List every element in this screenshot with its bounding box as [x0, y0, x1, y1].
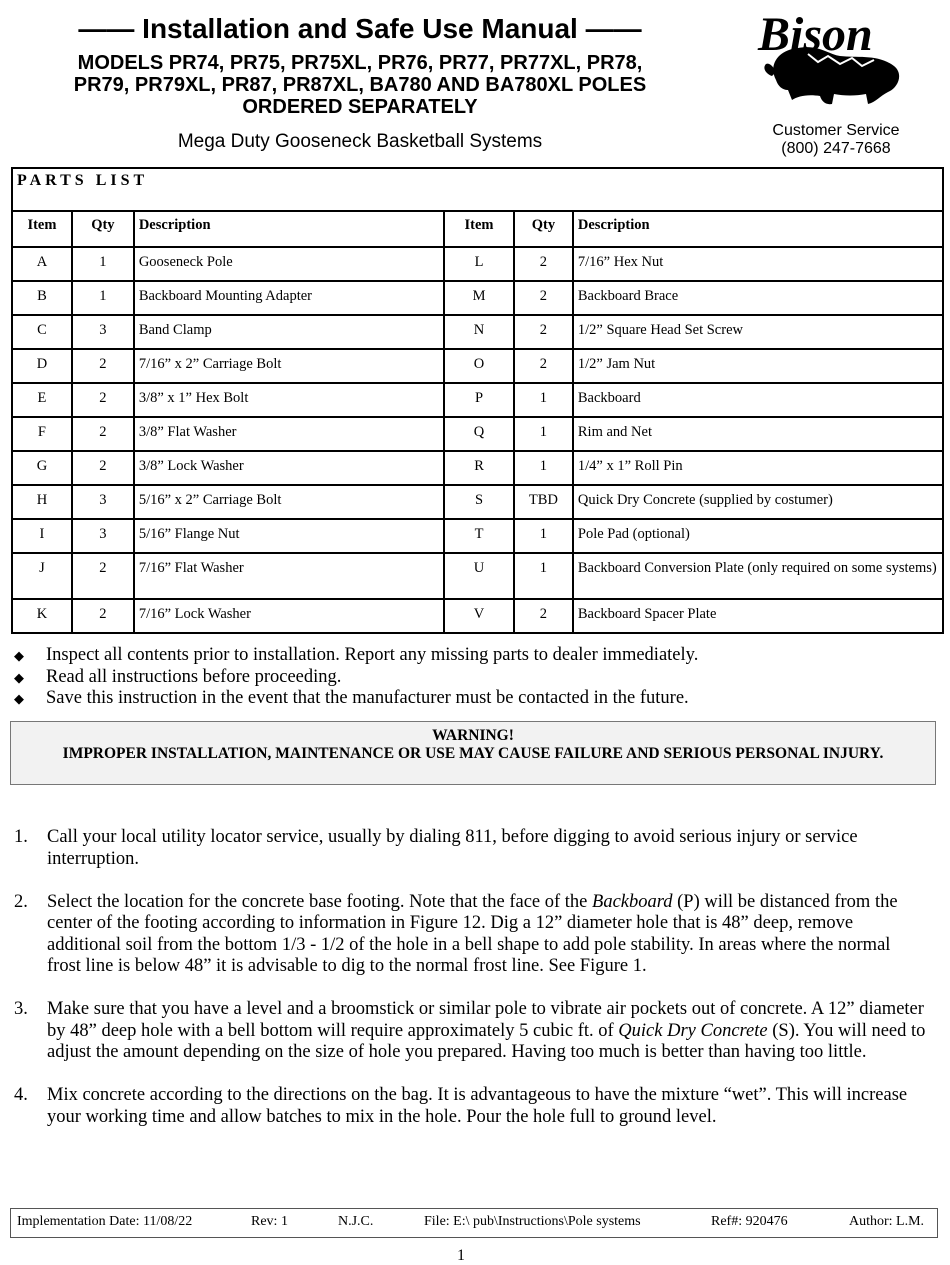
step-text: Call your local utility locator service, usually by dialing 811, before digging to avoid serious injury or service interruption. [47, 827, 858, 869]
quantity: 1 [514, 519, 573, 553]
item-letter: N [444, 315, 514, 349]
note-item: ◆ Save this instruction in the event that the manufacturer must be contacted in the future. [14, 688, 689, 708]
step-text: Mix concrete according to the directions on the bag. It is advantageous to have the mixture “wet”. This will increase your working time and allow batches to mix in the hole. Pour the hole full to ground level. [47, 1085, 908, 1127]
item-letter: B [12, 281, 72, 315]
quantity: 1 [514, 417, 573, 451]
step-number: 4. [14, 1085, 28, 1105]
description: Backboard Spacer Plate [573, 599, 943, 633]
item-letter: Q [444, 417, 514, 451]
step-text: Select the location for the concrete base footing. Note that the face of the [47, 891, 593, 912]
item-letter: P [444, 383, 514, 417]
quantity: 1 [72, 281, 134, 315]
step-emphasis: Backboard [592, 891, 673, 912]
page-number: 1 [457, 1247, 465, 1264]
column-header: Qty [514, 211, 573, 247]
item-letter: R [444, 451, 514, 485]
item-letter: H [12, 485, 72, 519]
item-letter: I [12, 519, 72, 553]
description: Gooseneck Pole [134, 247, 444, 281]
quantity: 2 [514, 281, 573, 315]
description: 3/8” Lock Washer [134, 451, 444, 485]
footer-revision: Rev: 1 [251, 1214, 288, 1229]
table-row [12, 451, 943, 485]
quantity: 2 [72, 599, 134, 633]
step-text: Make sure that you have a level and a broomstick or similar pole to vibrate air pockets out of concrete. A 12” diameter by 48” deep hole with a bell bottom will require approximately 5 cubic ft. of [47, 999, 924, 1041]
description: 1/2” Square Head Set Screw [573, 315, 943, 349]
bison-logo [748, 10, 926, 110]
description: Backboard [573, 383, 943, 417]
quantity: 2 [514, 247, 573, 281]
quantity: 3 [72, 485, 134, 519]
table-row [12, 383, 943, 417]
table-row [12, 349, 943, 383]
column-header: Item [12, 211, 72, 247]
description: Band Clamp [134, 315, 444, 349]
table-row [12, 281, 943, 315]
step-emphasis: Quick Dry Concrete [618, 1020, 768, 1041]
step-item [14, 892, 926, 978]
step-item [14, 827, 926, 870]
diamond-bullet-icon: ◆ [14, 691, 24, 706]
quantity: 1 [514, 383, 573, 417]
description: 1/4” x 1” Roll Pin [573, 451, 943, 485]
table-row [12, 417, 943, 451]
quantity: 2 [514, 315, 573, 349]
description: Backboard Conversion Plate (only required on some systems) [573, 553, 943, 599]
quantity: 2 [72, 451, 134, 485]
instruction-steps [14, 827, 926, 1150]
warning-text: IMPROPER INSTALLATION, MAINTENANCE OR USE MAY CAUSE FAILURE AND SERIOUS PERSONAL INJURY. [62, 744, 884, 762]
diamond-bullet-icon: ◆ [14, 648, 24, 663]
item-letter: J [12, 553, 72, 599]
warning-title: WARNING! [432, 727, 514, 744]
logo-wordmark: Bison [758, 10, 873, 61]
item-letter: F [12, 417, 72, 451]
column-header: Description [573, 211, 943, 247]
step-number: 1. [14, 827, 28, 847]
description: 7/16” Lock Washer [134, 599, 444, 633]
customer-service-phone: (800) 247-7668 [781, 140, 891, 157]
description: 5/16” x 2” Carriage Bolt [134, 485, 444, 519]
column-header: Qty [72, 211, 134, 247]
quantity: 2 [514, 349, 573, 383]
table-row [12, 247, 943, 281]
footer-initials: N.J.C. [338, 1214, 374, 1229]
item-letter: K [12, 599, 72, 633]
bison-logo-graphic [748, 10, 926, 110]
customer-service [745, 122, 927, 158]
step-number: 3. [14, 999, 28, 1019]
item-letter: T [444, 519, 514, 553]
quantity: 3 [72, 315, 134, 349]
models-line: PR79, PR79XL, PR87, PR87XL, BA780 AND BA780XL POLES [73, 74, 647, 96]
description: 7/16” Hex Nut [573, 247, 943, 281]
step-item [14, 1085, 926, 1128]
item-letter: E [12, 383, 72, 417]
table-row [12, 519, 943, 553]
column-header: Description [134, 211, 444, 247]
step-item [14, 999, 926, 1064]
table-row [12, 599, 943, 633]
item-letter: M [444, 281, 514, 315]
quantity: 1 [514, 553, 573, 599]
warning-box [10, 721, 936, 785]
quantity: 2 [72, 349, 134, 383]
item-letter: C [12, 315, 72, 349]
quantity: 1 [514, 451, 573, 485]
quantity: 3 [72, 519, 134, 553]
document-footer [10, 1208, 938, 1238]
item-letter: A [12, 247, 72, 281]
customer-service-label: Customer Service [772, 122, 900, 139]
column-header: Item [444, 211, 514, 247]
quantity: 2 [514, 599, 573, 633]
quantity: 2 [72, 417, 134, 451]
description: 7/16” x 2” Carriage Bolt [134, 349, 444, 383]
description: Backboard Mounting Adapter [134, 281, 444, 315]
description: 5/16” Flange Nut [134, 519, 444, 553]
item-letter: S [444, 485, 514, 519]
quantity: TBD [514, 485, 573, 519]
parts-list-header-row [12, 211, 943, 247]
parts-list-table [11, 167, 944, 634]
description: 3/8” x 1” Hex Bolt [134, 383, 444, 417]
footer-author: Author: L.M. [849, 1214, 925, 1229]
quantity: 2 [72, 553, 134, 599]
description: Quick Dry Concrete (supplied by costumer) [573, 485, 943, 519]
note-item: ◆ Inspect all contents prior to installation. Report any missing parts to dealer immediately. [14, 645, 699, 665]
page-title: —— Installation and Safe Use Manual —— [78, 13, 642, 44]
page-subtitle: Mega Duty Gooseneck Basketball Systems [177, 131, 543, 152]
description: 7/16” Flat Washer [134, 553, 444, 599]
quantity: 1 [72, 247, 134, 281]
item-letter: G [12, 451, 72, 485]
item-letter: L [444, 247, 514, 281]
models-heading [10, 52, 710, 118]
parts-list-heading: PARTS LIST [12, 168, 943, 211]
notes-list [14, 645, 934, 710]
table-row [12, 315, 943, 349]
footer-file-path: File: E:\ pub\Instructions\Pole systems [424, 1214, 641, 1229]
item-letter: V [444, 599, 514, 633]
item-letter: D [12, 349, 72, 383]
models-line: ORDERED SEPARATELY [242, 96, 478, 118]
item-letter: O [444, 349, 514, 383]
models-line: MODELS PR74, PR75, PR75XL, PR76, PR77, PR77XL, PR78, [77, 52, 643, 74]
step-number: 2. [14, 891, 28, 912]
description: Rim and Net [573, 417, 943, 451]
table-row [12, 553, 943, 599]
description: 3/8” Flat Washer [134, 417, 444, 451]
quantity: 2 [72, 383, 134, 417]
step-text: (P) will be distanced from the center of the footing according to information in Figure 12. Dig a 12” diameter hole that is 48” deep, remove additional soil from the bottom 1/3 - 1/2 of the hole in a bell shape to add pole stability. In areas where the normal frost line is below 48” it is advisable to dig to the normal frost line. See Figure 1. [47, 891, 898, 976]
description: Backboard Brace [573, 281, 943, 315]
step-text: (S). You will need to adjust the amount depending on the size of hole you prepared. Having too much is better than having too little. [47, 1020, 926, 1062]
diamond-bullet-icon: ◆ [14, 669, 24, 685]
description: Pole Pad (optional) [573, 519, 943, 553]
footer-implementation-date: Implementation Date: 11/08/22 [17, 1214, 193, 1229]
note-item: ◆ Read all instructions before proceeding. [14, 666, 342, 687]
item-letter: U [444, 553, 514, 599]
description: 1/2” Jam Nut [573, 349, 943, 383]
footer-ref-number: Ref#: 920476 [711, 1214, 788, 1229]
table-row [12, 485, 943, 519]
